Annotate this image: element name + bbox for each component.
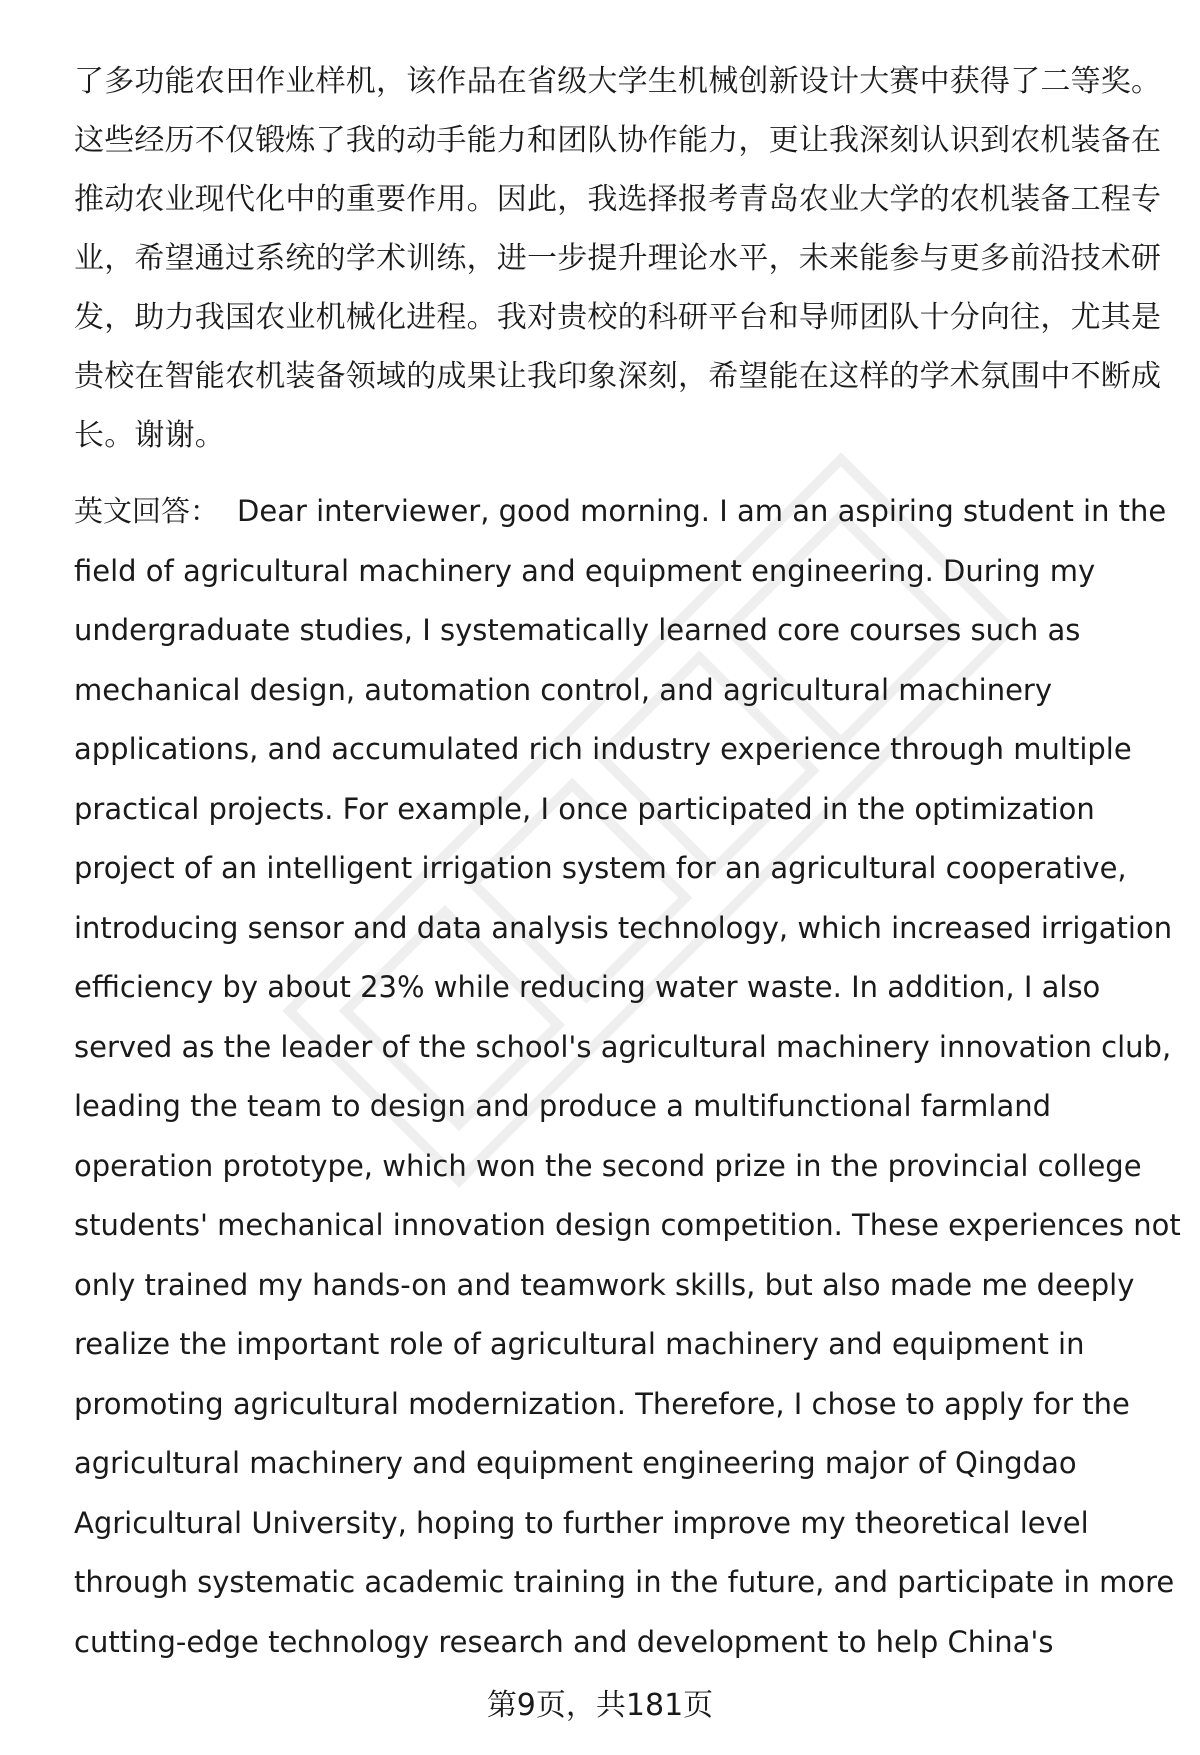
page-number-footer: 第9页，共181页 (486, 1688, 714, 1723)
english-answer-line: operation prototype, which won the second prize in the provincial college (74, 1148, 1142, 1183)
english-answer-line: realize the important role of agricultural machinery and equipment in (74, 1327, 1085, 1361)
english-answer-line: leading the team to design and produce a multifunctional farmland (74, 1089, 1052, 1123)
english-answer-line: only trained my hands-on and teamwork skills, but also made me deeply (74, 1267, 1135, 1302)
english-answer-line (74, 482, 1167, 542)
chinese-answer-line: 贵校在智能农机装备领域的成果让我印象深刻，希望能在这样的学术氛围中不断成 (74, 359, 1162, 394)
english-answer-line: Agricultural University, hoping to further improve my theoretical level (74, 1505, 1089, 1540)
english-answer-line: project of an intelligent irrigation system for an agricultural cooperative, (74, 851, 1127, 885)
english-answer-line: practical projects. For example, I once participated in the optimization (74, 791, 1095, 826)
english-answer-line: field of agricultural machinery and equipment engineering. During my (74, 553, 1096, 588)
english-answer-line: applications, and accumulated rich industry experience through multiple (74, 732, 1132, 766)
english-answer-line: promoting agricultural modernization. Therefore, I chose to apply for the (74, 1386, 1130, 1421)
english-answer-line: through systematic academic training in the future, and participate in more (74, 1565, 1175, 1599)
chinese-answer-line: 了多功能农田作业样机，该作品在省级大学生机械创新设计大赛中获得了二等奖。 (74, 64, 1162, 99)
chinese-answer-line: 业，希望通过系统的学术训练，进一步提升理论水平，未来能参与更多前沿技术研 (74, 241, 1162, 276)
page-content (74, 52, 1181, 1672)
english-answer-line: cutting-edge technology research and development to help China's (74, 1624, 1054, 1659)
english-answer-line: agricultural machinery and equipment engineering major of Qingdao (74, 1446, 1077, 1480)
english-answer-line: students' mechanical innovation design competition. These experiences not (74, 1208, 1181, 1242)
chinese-answer-line: 这些经历不仅锻炼了我的动手能力和团队协作能力，更让我深刻认识到农机装备在 (74, 123, 1162, 158)
english-answer-line: mechanical design, automation control, and agricultural machinery (74, 672, 1053, 707)
english-answer-paragraph (74, 482, 1181, 1672)
chinese-answer-line: 长。谢谢。 (74, 418, 225, 453)
english-answer-line: undergraduate studies, I systematically learned core courses such as (74, 613, 1081, 647)
english-answer-label: 英文回答： (74, 494, 220, 528)
english-answer-line: introducing sensor and data analysis technology, which increased irrigation (74, 910, 1173, 945)
english-answer-line: efficiency by about 23% while reducing water waste. In addition, I also (74, 970, 1101, 1004)
english-answer-line: served as the leader of the school's agricultural machinery innovation club, (74, 1029, 1172, 1064)
chinese-answer-line: 发，助力我国农业机械化进程。我对贵校的科研平台和导师团队十分向往，尤其是 (74, 300, 1162, 335)
chinese-answer-paragraph (74, 52, 1162, 465)
chinese-answer-line: 推动农业现代化中的重要作用。因此，我选择报考青岛农业大学的农机装备工程专 (74, 182, 1162, 217)
english-answer-text: Dear interviewer, good morning. I am an aspiring student in the (237, 494, 1167, 528)
